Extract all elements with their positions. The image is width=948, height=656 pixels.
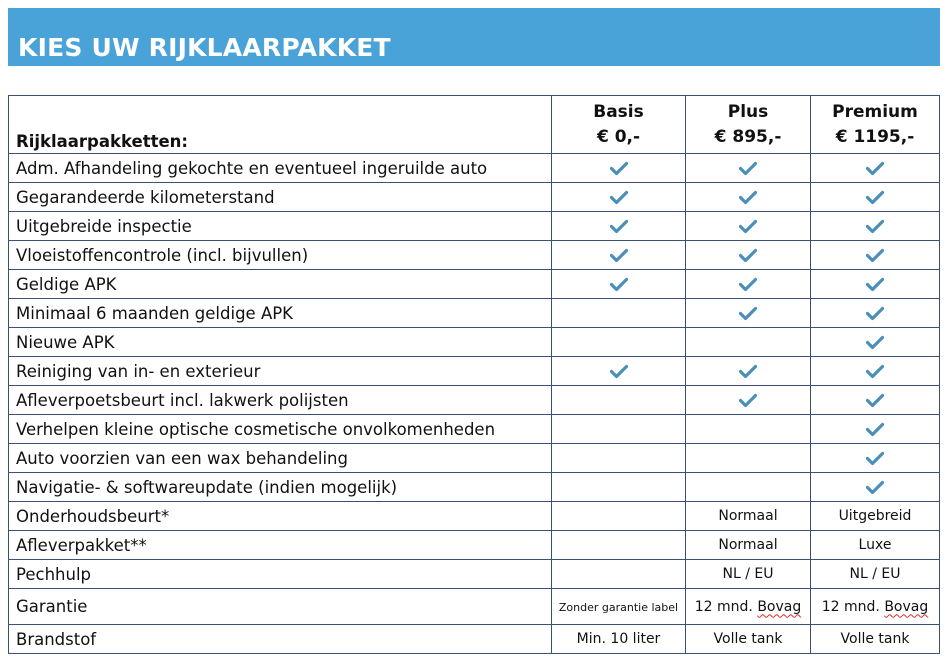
cell-premium [811,270,940,299]
cell-value: 12 mnd. Bovag [694,598,802,615]
table-row [9,625,940,654]
check-icon [610,248,628,263]
check-icon [866,422,884,437]
table-row [9,299,940,328]
column-basis [552,96,686,154]
cell-basis [552,328,686,357]
check-icon [610,161,628,176]
table-row [9,154,940,183]
cell-premium [811,625,940,654]
cell-premium [811,183,940,212]
cell-value: NL / EU [722,566,774,582]
cell-value: NL / EU [849,566,901,582]
cell-premium [811,415,940,444]
feature-label: Brandstof [9,625,552,654]
cell-value: Uitgebreid [838,508,912,524]
table-row [9,241,940,270]
title-banner [8,8,940,66]
column-price: € 895,- [714,126,782,147]
column-name: Plus [727,101,769,122]
check-icon [866,393,884,408]
cell-premium [811,444,940,473]
package-table [8,95,940,654]
cell-basis [552,386,686,415]
cell-basis [552,154,686,183]
table-row [9,531,940,560]
cell-plus [686,328,811,357]
page-title: KIES UW RIJKLAARPAKKET [18,33,391,62]
cell-basis [552,473,686,502]
table-row [9,212,940,241]
check-icon [866,335,884,350]
feature-label: Uitgebreide inspectie [9,212,552,241]
cell-plus [686,444,811,473]
table-row [9,415,940,444]
cell-plus [686,154,811,183]
table-row [9,328,940,357]
header-label: Rijklaarpakketten: [9,96,552,154]
check-icon [739,306,757,321]
cell-basis [552,415,686,444]
cell-plus [686,212,811,241]
check-icon [610,219,628,234]
cell-basis [552,444,686,473]
check-icon [739,190,757,205]
cell-basis [552,270,686,299]
cell-plus [686,415,811,444]
feature-label: Verhelpen kleine optische cosmetische onvolkomenheden [9,415,552,444]
check-icon [866,219,884,234]
cell-value: Luxe [858,537,892,553]
feature-label: Gegarandeerde kilometerstand [9,183,552,212]
cell-premium [811,386,940,415]
column-plus [686,96,811,154]
table-row [9,386,940,415]
check-icon [866,364,884,379]
cell-premium [811,241,940,270]
cell-value: 12 mnd. Bovag [821,598,929,615]
column-price: € 1195,- [835,126,915,147]
cell-plus [686,270,811,299]
cell-basis [552,560,686,589]
cell-plus [686,299,811,328]
cell-premium [811,531,940,560]
table-row [9,560,940,589]
check-icon [739,161,757,176]
feature-label: Pechhulp [9,560,552,589]
cell-plus [686,386,811,415]
cell-basis [552,589,686,625]
check-icon [739,277,757,292]
cell-basis [552,531,686,560]
cell-basis [552,357,686,386]
feature-label: Nieuwe APK [9,328,552,357]
feature-label: Afleverpakket** [9,531,552,560]
cell-value: Zonder garantie label [558,600,679,614]
check-icon [739,219,757,234]
cell-premium [811,154,940,183]
cell-plus [686,589,811,625]
cell-plus [686,183,811,212]
table-row [9,357,940,386]
column-name: Basis [593,101,644,122]
cell-value: Normaal [718,537,778,553]
cell-premium [811,357,940,386]
cell-premium [811,502,940,531]
cell-basis [552,241,686,270]
cell-plus [686,473,811,502]
column-name: Premium [832,101,918,122]
cell-basis [552,502,686,531]
cell-basis [552,212,686,241]
table-row [9,444,940,473]
check-icon [610,190,628,205]
cell-premium [811,473,940,502]
check-icon [866,480,884,495]
check-icon [610,364,628,379]
check-icon [739,393,757,408]
feature-label: Onderhoudsbeurt* [9,502,552,531]
cell-value: Normaal [718,508,778,524]
feature-label: Navigatie- & softwareupdate (indien mogelijk) [9,473,552,502]
cell-value: Volle tank [840,631,910,647]
cell-plus [686,625,811,654]
cell-premium [811,299,940,328]
cell-premium [811,589,940,625]
feature-label: Vloeistoffencontrole (incl. bijvullen) [9,241,552,270]
check-icon [866,248,884,263]
cell-plus [686,357,811,386]
check-icon [739,364,757,379]
table-row [9,270,940,299]
check-icon [739,248,757,263]
cell-premium [811,212,940,241]
feature-label: Auto voorzien van een wax behandeling [9,444,552,473]
column-premium [811,96,940,154]
cell-premium [811,328,940,357]
header-row [9,96,940,154]
feature-label: Minimaal 6 maanden geldige APK [9,299,552,328]
check-icon [866,451,884,466]
check-icon [866,277,884,292]
cell-plus [686,241,811,270]
cell-plus [686,560,811,589]
feature-label: Reiniging van in- en exterieur [9,357,552,386]
check-icon [610,277,628,292]
cell-basis [552,625,686,654]
table-row [9,502,940,531]
cell-basis [552,183,686,212]
cell-value: Min. 10 liter [576,631,661,647]
check-icon [866,161,884,176]
cell-value: Volle tank [713,631,783,647]
cell-premium [811,560,940,589]
feature-label: Geldige APK [9,270,552,299]
table-row [9,589,940,625]
feature-label: Garantie [9,589,552,625]
feature-label: Afleverpoetsbeurt incl. lakwerk polijsten [9,386,552,415]
check-icon [866,306,884,321]
check-icon [866,190,884,205]
table-row [9,183,940,212]
feature-label: Adm. Afhandeling gekochte en eventueel ingeruilde auto [9,154,552,183]
cell-basis [552,299,686,328]
column-price: € 0,- [596,126,641,147]
cell-plus [686,531,811,560]
table-row [9,473,940,502]
cell-plus [686,502,811,531]
